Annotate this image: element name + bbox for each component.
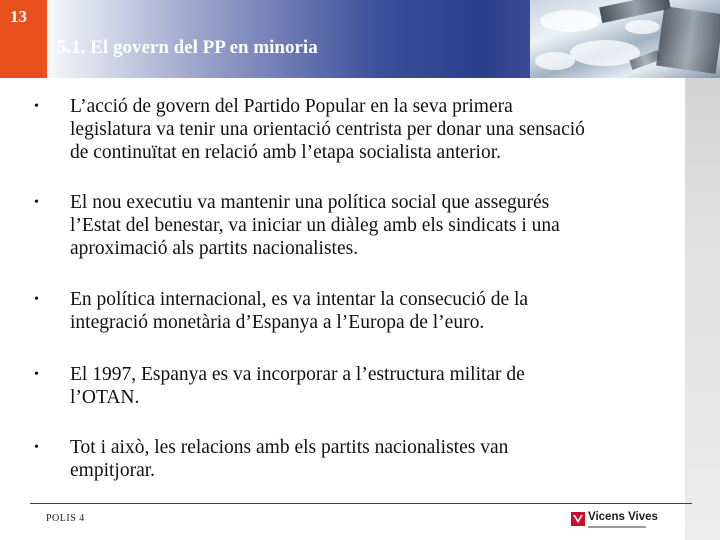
footer-divider — [30, 503, 692, 504]
slide-title: 5.1. El govern del PP en minoria — [57, 37, 318, 58]
satellite-earth-photo — [530, 0, 720, 78]
bullet-line: empitjorar. — [70, 460, 156, 481]
page-number: 13 — [10, 7, 27, 26]
bullet-line: l’Estat del benestar, va iniciar un diàleg amb els sindicats i una — [70, 215, 560, 236]
bullet-line: de continuïtat en relació amb l’etapa socialista anterior. — [70, 142, 501, 163]
bullet-line: aproximació als partits nacionalistes. — [70, 238, 359, 259]
bullet-dot: • — [34, 292, 39, 307]
bullet-line: l’OTAN. — [70, 387, 140, 408]
bullet-line: legislatura va tenir una orientació centrista per donar una sensació — [70, 119, 585, 140]
logo-text: Vicens Vives — [588, 511, 658, 523]
bullet-item — [34, 288, 528, 334]
bullet-dot: • — [34, 195, 39, 210]
bullet-line: El nou executiu va mantenir una política social que assegurés — [70, 192, 550, 213]
bullet-item — [34, 363, 525, 409]
bullet-line: L’acció de govern del Partido Popular en la seva primera — [70, 96, 513, 117]
bullet-line: integració monetària d’Espanya a l’Europa de l’euro. — [70, 312, 485, 333]
right-decorative-strip — [685, 78, 720, 540]
header-band — [0, 0, 720, 78]
footer-book-title: POLIS 4 — [46, 513, 85, 524]
logo-underline — [588, 526, 646, 528]
bullet-dot: • — [34, 367, 39, 382]
vicens-vives-logo — [571, 510, 658, 532]
bullet-item — [34, 95, 585, 164]
bullet-line: Tot i això, les relacions amb els partits nacionalistes van — [70, 437, 509, 458]
bullet-line: En política internacional, es va intentar la consecució de la — [70, 289, 529, 310]
bullet-item — [34, 436, 508, 482]
vicens-vives-logo-icon — [571, 512, 585, 526]
bullet-dot: • — [34, 440, 39, 455]
bullet-dot: • — [34, 99, 39, 114]
page-number-box — [0, 0, 47, 78]
bullet-item — [34, 191, 560, 260]
bullet-line: El 1997, Espanya es va incorporar a l’estructura militar de — [70, 364, 525, 385]
